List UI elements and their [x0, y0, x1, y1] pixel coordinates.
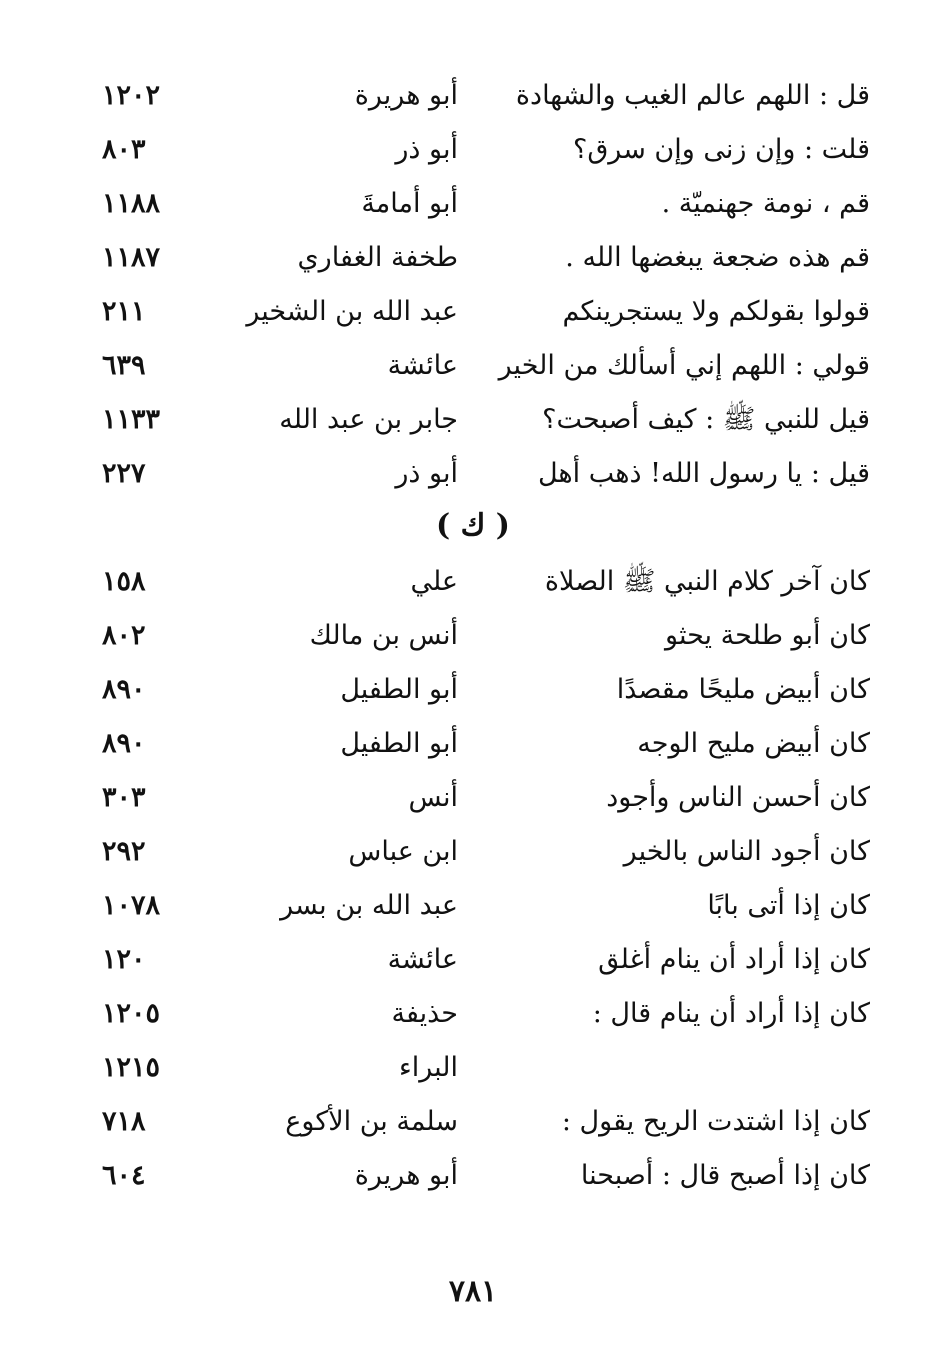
hadith-number: ١٢٠: [102, 944, 146, 975]
index-row: [0, 1148, 946, 1202]
index-row: [0, 392, 946, 446]
index-row: [0, 68, 946, 122]
narrator-name: أبو أمامةَ: [361, 188, 458, 219]
hadith-number: ٣٠٣: [102, 782, 146, 813]
narrator-name: حذيفة: [391, 998, 458, 1029]
hadith-number: ٢١١: [102, 296, 146, 327]
narrator-name: ابن عباس: [348, 836, 458, 867]
hadith-number: ١٥٨: [102, 566, 146, 597]
narrator-name: أنس بن مالك: [309, 620, 458, 651]
hadith-phrase: كان إذا أصبح قال : أصبحنا: [580, 1160, 870, 1191]
narrator-name: أبو هريرة: [354, 80, 458, 111]
narrator-name: أبو الطفيل: [340, 728, 458, 759]
index-row: [0, 716, 946, 770]
section-heading: ( ك ): [435, 508, 510, 543]
narrator-name: طخفة الغفاري: [297, 242, 458, 273]
hadith-number: ١١٣٣: [102, 404, 161, 435]
hadith-phrase: قيل : يا رسول الله! ذهب أهل: [537, 458, 870, 489]
hadith-phrase: قم هذه ضجعة يبغضها الله .: [565, 242, 870, 273]
hadith-number: ٦٣٩: [102, 350, 146, 381]
hadith-number: ٨٩٠: [102, 674, 146, 705]
hadith-phrase: قلت : وإن زنى وإن سرق؟: [573, 134, 870, 165]
narrator-name: عبد الله بن بسر: [280, 890, 458, 921]
page-number: ٧٨١: [448, 1274, 498, 1309]
hadith-number: ٢٩٢: [102, 836, 146, 867]
hadith-number: ١٢٠٢: [102, 80, 161, 111]
hadith-number: ١٢١٥: [102, 1052, 161, 1083]
hadith-number: ٨٠٣: [102, 134, 146, 165]
hadith-number: ١١٨٨: [102, 188, 161, 219]
hadith-number: ١٢٠٥: [102, 998, 161, 1029]
index-row: [0, 1094, 946, 1148]
hadith-phrase: كان أحسن الناس وأجود: [606, 782, 870, 813]
hadith-phrase: كان آخر كلام النبي ﷺ الصلاة: [544, 566, 870, 597]
hadith-index-list: [0, 68, 946, 1202]
narrator-name: أبو هريرة: [354, 1160, 458, 1191]
hadith-phrase: كان إذا أتى بابًا: [707, 890, 870, 921]
hadith-number: ٧١٨: [102, 1106, 146, 1137]
index-row: [0, 662, 946, 716]
narrator-name: أنس: [408, 782, 458, 813]
index-row: [0, 122, 946, 176]
hadith-phrase: كان إذا أراد أن ينام قال :: [592, 998, 870, 1029]
index-row: [0, 446, 946, 500]
index-row: [0, 338, 946, 392]
narrator-name: أبو ذر: [395, 134, 458, 165]
narrator-name: عائشة: [387, 944, 458, 975]
narrator-name: البراء: [399, 1052, 458, 1083]
section-heading-row: [0, 500, 946, 554]
index-row: [0, 176, 946, 230]
hadith-phrase: قولي : اللهم إني أسألك من الخير: [498, 350, 870, 381]
hadith-phrase: كان إذا اشتدت الريح يقول :: [561, 1106, 870, 1137]
index-row: [0, 770, 946, 824]
hadith-phrase: قيل للنبي ﷺ : كيف أصبحت؟: [542, 404, 870, 435]
hadith-number: ٢٢٧: [102, 458, 146, 489]
index-row: [0, 554, 946, 608]
hadith-phrase: كان أبيض مليح الوجه: [637, 728, 870, 759]
narrator-name: أبو الطفيل: [340, 674, 458, 705]
hadith-number: ١٠٧٨: [102, 890, 161, 921]
index-row: [0, 986, 946, 1040]
index-row: [0, 878, 946, 932]
narrator-name: عبد الله بن الشخير: [246, 296, 458, 327]
index-row: [0, 284, 946, 338]
index-row: [0, 608, 946, 662]
hadith-phrase: قم ، نومة جهنميّة .: [661, 188, 870, 219]
index-row: [0, 824, 946, 878]
hadith-phrase: كان أبو طلحة يحثو: [665, 620, 870, 651]
hadith-number: ١١٨٧: [102, 242, 161, 273]
hadith-number: ٨٩٠: [102, 728, 146, 759]
hadith-phrase: كان أجود الناس بالخير: [623, 836, 870, 867]
index-row: [0, 1040, 946, 1094]
narrator-name: سلمة بن الأكوع: [285, 1106, 458, 1137]
hadith-phrase: قولوا بقولكم ولا يستجرينكم: [562, 296, 870, 327]
narrator-name: علي: [410, 566, 458, 597]
narrator-name: عائشة: [387, 350, 458, 381]
narrator-name: جابر بن عبد الله: [279, 404, 458, 435]
hadith-phrase: كان إذا أراد أن ينام أغلق: [598, 944, 870, 975]
hadith-number: ٦٠٤: [102, 1160, 146, 1191]
hadith-phrase: كان أبيض مليحًا مقصدًا: [616, 674, 870, 705]
narrator-name: أبو ذر: [395, 458, 458, 489]
index-row: [0, 932, 946, 986]
index-row: [0, 230, 946, 284]
hadith-number: ٨٠٢: [102, 620, 146, 651]
hadith-phrase: قل : اللهم عالم الغيب والشهادة: [515, 80, 870, 111]
